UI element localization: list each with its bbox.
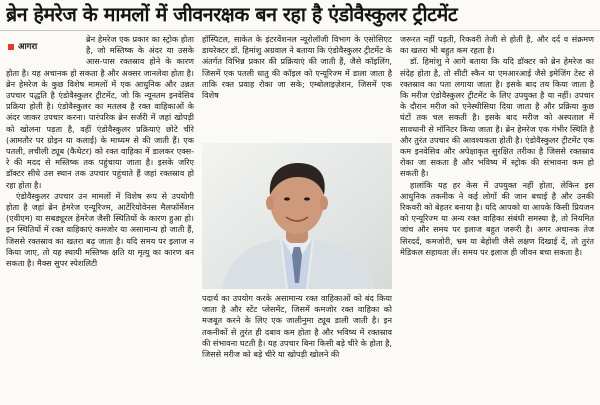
- article-column-2-bottom: [202, 293, 392, 405]
- paragraph: डॉ. हिमांशु ने आगे बताया कि यदि डॉक्टर को ब्रेन हेमरेज का संदेह होता है, तो सीटी स्कैन या एमआरआई जैसे इमेजिंग टेस्ट से रक्तस्राव का पता लगाया जाता है। इसके बाद तय किया जाता है कि मरीज एंडोवैस्कुलर ट्रीटमेंट के लिए उपयुक्त है या नहीं। उपचार के दौरान मरीज को एनेस्थीसिया दिया जाता है और प्रक्रिया कुछ घंटों तक चल सकती है। इसके बाद मरीज को अस्पताल में सावधानी से मॉनिटर किया जाता है। ब्रेन हेमरेज एक गंभीर स्थिति है और तुरंत उपचार की आवश्यकता होती है। एंडोवैस्कुलर ट्रीटमेंट एक कम इनवेसिव और अपेक्षाकृत सुरक्षित तरीका है जिससे रक्तस्राव रोका जा सकता है और भविष्य में स्ट्रोक की संभावना कम हो सकती है।: [400, 56, 594, 179]
- paragraph: हॉस्पिटल, साकेत के इंटरवेंशनल न्यूरोलॉजी विभाग के एसोसिएट डायरेक्टर डॉ. हिमांशु अग्रवाल ने बताया कि एंडोवैस्कुलर ट्रीटमेंट के अंतर्गत विभिन्न प्रकार की प्रक्रियाएं की जाती हैं, जैसे कॉइलिंग, जिसमें एक पतली धातु की कॉइल को एन्यूरिज्म में डाला जाता है ताकि रक्त प्रवाह रोका जा सके; एम्बोलाइज़ेशन, जिसमें एक विशेष: [202, 34, 392, 101]
- dateline: [6, 36, 80, 58]
- paragraph: हालांकि यह हर केस में उपयुक्त नहीं होता, लेकिन इस आधुनिक तकनीक ने कई लोगों की जान बचाई है और उनकी रिकवरी को बेहतर बनाया है। यदि आपको या आपके किसी प्रियजन को एन्यूरिज्म या अन्य रक्त वाहिका संबंधी समस्या है, तो नियमित जांच और समय पर इलाज बहुत जरूरी है। अगर अचानक तेज सिरदर्द, कमजोरी, भ्रम या बेहोशी जैसे लक्षण दिखाई दें, तो तुरंत मेडिकल सहायता लें। समय पर इलाज ही जीवन बचा सकता है।: [400, 179, 594, 257]
- dateline-marker-icon: [8, 44, 14, 50]
- article-column-2-top: [202, 34, 392, 140]
- article-column-1: [6, 34, 194, 404]
- paragraph: ब्रेन हेमरेज एक प्रकार का स्ट्रोक होता है, जो मस्तिष्क के अंदर या उसके आस-पास रक्तस्राव होने के कारण होता है। यह अचानक हो सकता है और अक्सर जानलेवा होता है। ब्रेन हेमरेज के कुछ विशेष मामलों में एक आधुनिक और उन्नत उपचार पद्धति है एंडोवैस्कुलर ट्रीटमेंट, जो कि न्यूनतम इनवेसिव प्रक्रिया होती है। एंडोवैस्कुलर का मतलब है रक्त वाहिकाओं के अंदर जाकर उपचार करना। पारंपरिक ब्रेन सर्जरी में जहां खोपड़ी को खोलना पड़ता है, वहीं एंडोवैस्कुलर प्रक्रियाएं छोटे चीरे (आमतौर पर ग्रोइन या कलाई) के माध्यम से की जाती हैं। एक पतली, लचीली ट्यूब (कैथेटर) को रक्त वाहिका में डालकर एक्स-रे की मदद से मस्तिष्क तक पहुंचाया जाता है। इसके जरिए डॉक्टर सीधे उस स्थान तक उपचार पहुंचाते हैं जहां रक्तस्राव हो रहा होता है।: [6, 34, 194, 190]
- dateline-city: आगरा: [18, 42, 38, 52]
- headline-divider: [0, 30, 600, 31]
- headline: ब्रेन हेमरेज के मामलों में जीवनरक्षक बन रहा है एंडोवैस्कुलर ट्रीटमेंट: [6, 3, 458, 26]
- paragraph: जरूरत नहीं पड़ती, रिकवरी तेजी से होती है, और दर्द व संक्रमण का खतरा भी बहुत कम रहता है।: [400, 34, 594, 56]
- paragraph: एंडोवैस्कुलर उपचार उन मामलों में विशेष रूप से उपयोगी होता है जहां ब्रेन हेमरेज एन्यूरिज्म, आर्टेरियोवेनस मैलफॉर्मेशन (एवीएम) या सबड्यूरल हेमरेज जैसी स्थितियों के कारण हुआ हो। इन स्थितियों में रक्त वाहिकाएं कमजोर या असामान्य हो जाती हैं, जिससे रक्तस्राव का खतरा बढ़ जाता है। यदि समय पर इलाज न किया जाए, तो यह स्थायी मस्तिष्क क्षति या मृत्यु का कारण बन सकता है। मैक्स सुपर स्पेशलिटी: [6, 190, 194, 269]
- article-column-3: [400, 34, 594, 404]
- doctor-portrait-photo: [202, 143, 392, 289]
- paragraph: पदार्थ का उपयोग करके असामान्य रक्त वाहिकाओं को बंद किया जाता है और स्टेंट प्लेसमेंट, जिसमें कमजोर रक्त वाहिका को मजबूत करने के लिए एक जालीनुमा ट्यूब डाली जाती है। इन तकनीकों से तुरंत ही दबाव कम होता है और भविष्य में रक्तस्राव की संभावना घटती है। यह उपचार बिना किसी बड़े चीरे के होता है, जिससे मरीज को बड़े चीरे या खोपड़ी खोलने की: [202, 293, 392, 360]
